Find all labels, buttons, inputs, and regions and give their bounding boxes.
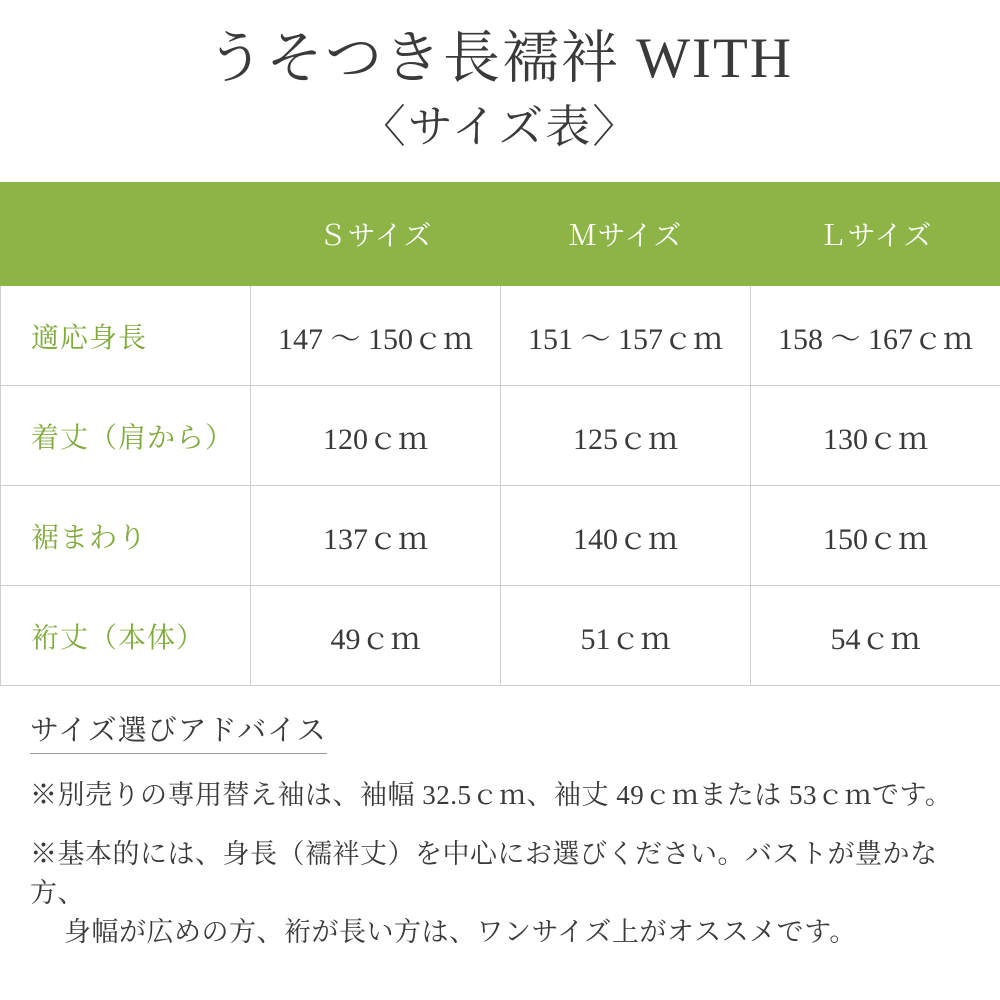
row-label-hem: 裾まわり <box>1 486 251 586</box>
cell-height-m: 151 〜 157ｃｍ <box>501 286 751 386</box>
advice-note-2-line-1: ※基本的には、身長（襦袢丈）を中心にお選びください。バストが豊かな方、 <box>30 839 938 909</box>
size-table-body <box>1 286 1000 686</box>
cell-length-m: 125ｃｍ <box>501 386 751 486</box>
advice-note-2 <box>30 835 970 952</box>
cell-height-s: 147 〜 150ｃｍ <box>251 286 501 386</box>
page-title: うそつき長襦袢 WITH <box>206 27 793 90</box>
row-label-height: 適応身長 <box>1 286 251 386</box>
advice-heading: サイズ選びアドバイス <box>30 708 327 754</box>
table-row <box>1 286 1000 386</box>
row-label-length: 着丈（肩から） <box>1 386 251 486</box>
size-table <box>0 182 1000 686</box>
table-row <box>1 486 1000 586</box>
cell-height-l: 158 〜 167ｃｍ <box>751 286 1000 386</box>
cell-sleeve-l: 54ｃｍ <box>751 586 1000 686</box>
title-block <box>0 0 1000 156</box>
page-subtitle: 〈サイズ表〉 <box>360 101 640 152</box>
advice-section <box>0 686 1000 953</box>
cell-length-s: 120ｃｍ <box>251 386 501 486</box>
advice-note-2-line-2: 身幅が広めの方、裄が長い方は、ワンサイズ上がオススメです。 <box>64 917 857 948</box>
column-header-m: Ｍサイズ <box>501 183 751 286</box>
size-table-wrapper <box>0 182 1000 686</box>
cell-hem-m: 140ｃｍ <box>501 486 751 586</box>
cell-hem-s: 137ｃｍ <box>251 486 501 586</box>
cell-sleeve-s: 49ｃｍ <box>251 586 501 686</box>
row-label-sleeve: 裄丈（本体） <box>1 586 251 686</box>
table-row <box>1 386 1000 486</box>
table-corner-cell <box>1 183 251 286</box>
table-row <box>1 586 1000 686</box>
table-header-row <box>1 183 1000 286</box>
cell-hem-l: 150ｃｍ <box>751 486 1000 586</box>
column-header-l: Ｌサイズ <box>751 183 1000 286</box>
cell-sleeve-m: 51ｃｍ <box>501 586 751 686</box>
column-header-s: Ｓサイズ <box>251 183 501 286</box>
advice-note-1: ※別売りの専用替え袖は、袖幅 32.5ｃｍ、袖丈 49ｃｍまたは 53ｃｍです。 <box>30 780 953 811</box>
cell-length-l: 130ｃｍ <box>751 386 1000 486</box>
size-table-head <box>1 183 1000 286</box>
